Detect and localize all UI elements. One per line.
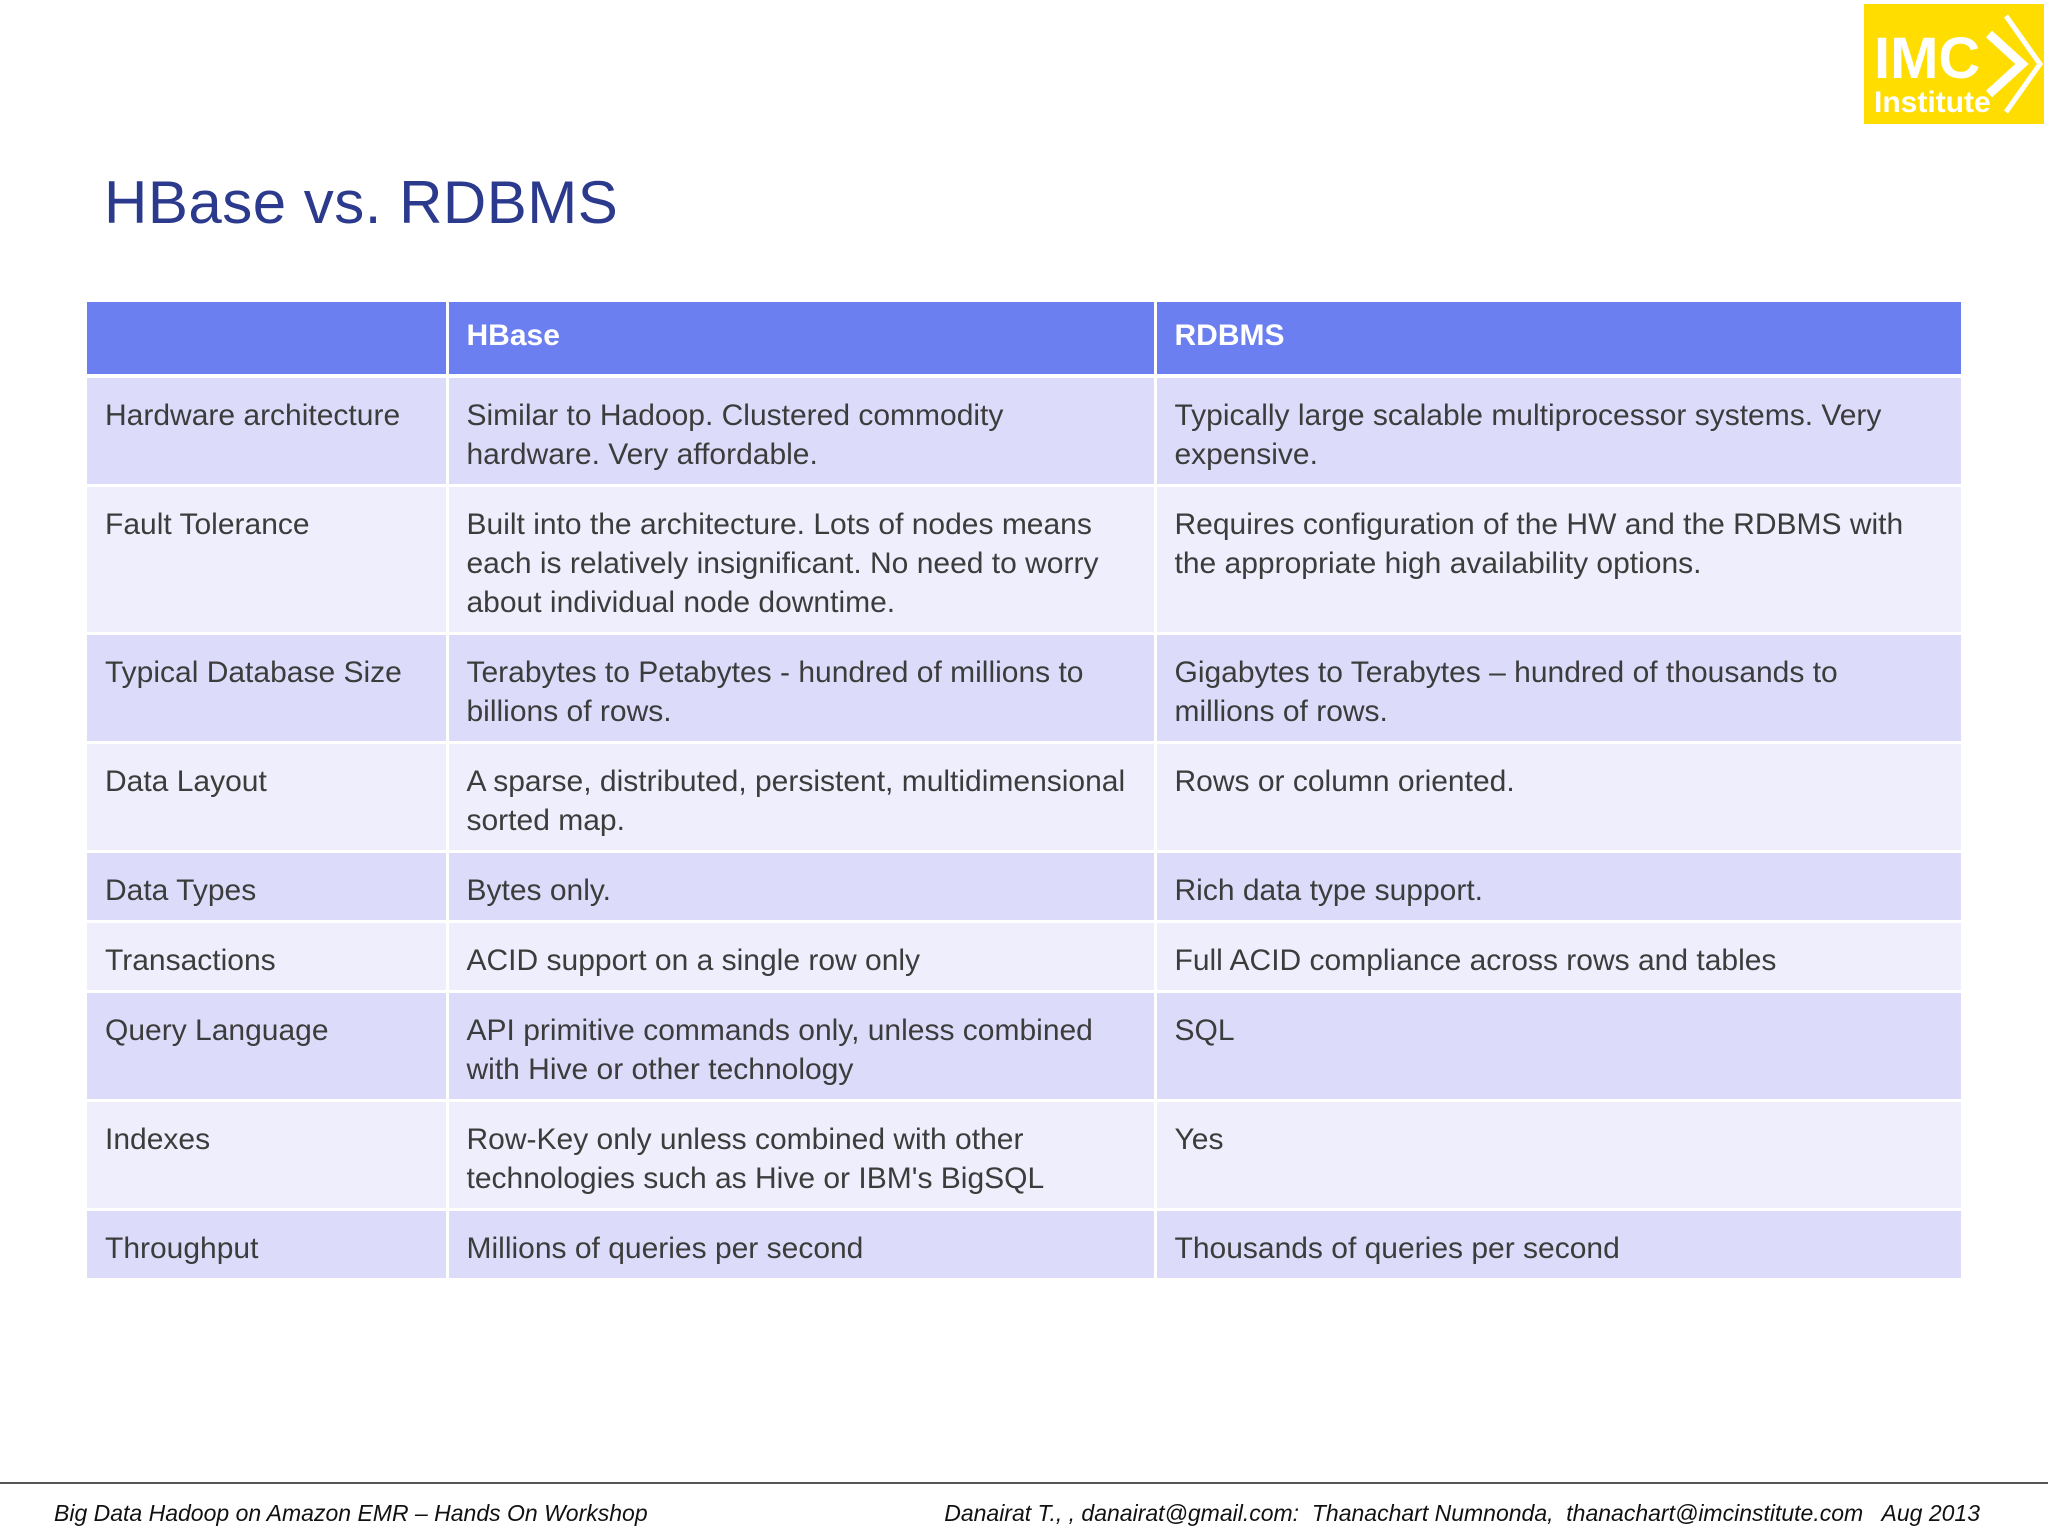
table-row <box>87 743 1961 852</box>
hbase-cell: Millions of queries per second <box>447 1210 1155 1280</box>
table-row <box>87 922 1961 992</box>
rdbms-cell: Typically large scalable multiprocessor systems. Very expensive. <box>1155 376 1961 486</box>
slide-title: HBase vs. RDBMS <box>104 169 619 236</box>
table-row <box>87 634 1961 743</box>
footer-course-title: Big Data Hadoop on Amazon EMR – Hands On Workshop <box>54 1500 648 1526</box>
hbase-cell: Bytes only. <box>447 852 1155 922</box>
feature-cell: Indexes <box>87 1101 447 1210</box>
footer-authors: Danairat T., , danairat@gmail.com: Thanachart Numnonda, thanachart@imcinstitute.com Aug 2013 <box>944 1500 1980 1526</box>
header-cell-feature <box>87 302 447 376</box>
hbase-cell: ACID support on a single row only <box>447 922 1155 992</box>
feature-cell: Throughput <box>87 1210 447 1280</box>
hbase-cell: Terabytes to Petabytes - hundred of millions to billions of rows. <box>447 634 1155 743</box>
rdbms-cell: Rich data type support. <box>1155 852 1961 922</box>
hbase-cell: Row-Key only unless combined with other technologies such as Hive or IBM's BigSQL <box>447 1101 1155 1210</box>
table-row <box>87 376 1961 486</box>
hbase-cell: A sparse, distributed, persistent, multidimensional sorted map. <box>447 743 1155 852</box>
rdbms-cell: SQL <box>1155 992 1961 1101</box>
rdbms-cell: Rows or column oriented. <box>1155 743 1961 852</box>
feature-cell: Data Types <box>87 852 447 922</box>
hbase-cell: Built into the architecture. Lots of nodes means each is relatively insignificant. No need to worry about individual node downtime. <box>447 486 1155 634</box>
logo-text-imc: IMC <box>1874 26 1981 91</box>
feature-cell: Transactions <box>87 922 447 992</box>
table-row <box>87 486 1961 634</box>
rdbms-cell: Requires configuration of the HW and the RDBMS with the appropriate high availability options. <box>1155 486 1961 634</box>
rdbms-cell: Thousands of queries per second <box>1155 1210 1961 1280</box>
header-cell-hbase: HBase <box>447 302 1155 376</box>
rdbms-cell: Full ACID compliance across rows and tables <box>1155 922 1961 992</box>
comparison-table-container <box>87 302 1961 1281</box>
footer-divider <box>0 1482 2048 1484</box>
table-row <box>87 992 1961 1101</box>
rdbms-cell: Yes <box>1155 1101 1961 1210</box>
table-row <box>87 1101 1961 1210</box>
comparison-table <box>87 302 1961 1281</box>
table-row <box>87 852 1961 922</box>
logo-text-institute: Institute <box>1874 86 1991 119</box>
feature-cell: Data Layout <box>87 743 447 852</box>
feature-cell: Query Language <box>87 992 447 1101</box>
hbase-cell: Similar to Hadoop. Clustered commodity hardware. Very affordable. <box>447 376 1155 486</box>
feature-cell: Fault Tolerance <box>87 486 447 634</box>
feature-cell: Typical Database Size <box>87 634 447 743</box>
header-cell-rdbms: RDBMS <box>1155 302 1961 376</box>
table-row <box>87 1210 1961 1280</box>
imc-institute-logo <box>1864 4 2044 124</box>
table-header-row <box>87 302 1961 376</box>
feature-cell: Hardware architecture <box>87 376 447 486</box>
hbase-cell: API primitive commands only, unless combined with Hive or other technology <box>447 992 1155 1101</box>
rdbms-cell: Gigabytes to Terabytes – hundred of thousands to millions of rows. <box>1155 634 1961 743</box>
